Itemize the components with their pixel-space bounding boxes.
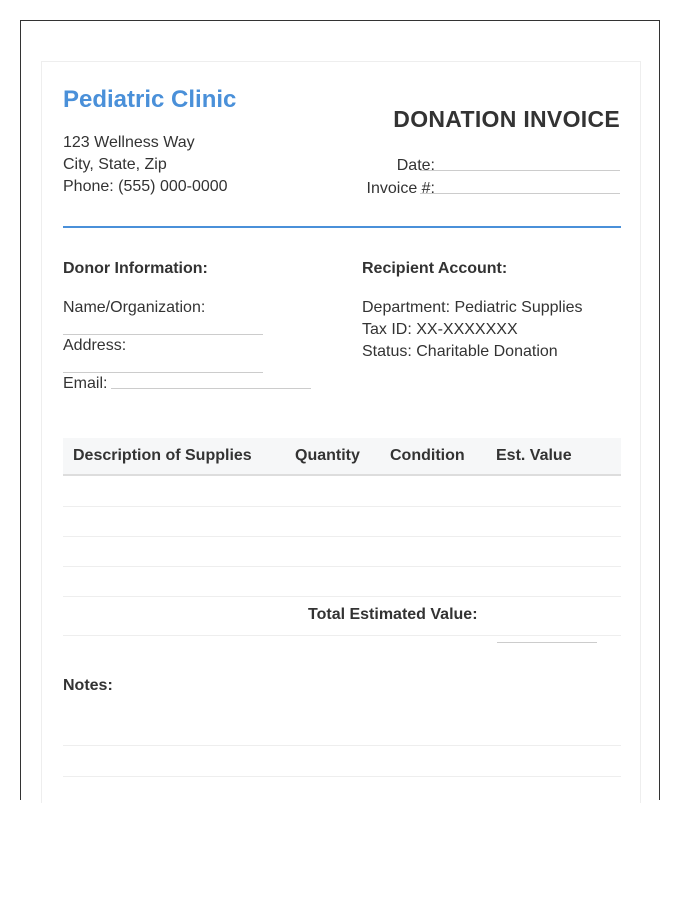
invoice-title: DONATION INVOICE	[393, 106, 620, 132]
total-estimated-value-label: Total Estimated Value:	[308, 606, 478, 623]
donor-name-label: Name/Organization:	[63, 299, 206, 316]
column-header-condition: Condition	[390, 447, 465, 464]
invoice-number-field[interactable]	[420, 193, 620, 194]
table-row[interactable]	[63, 506, 621, 507]
table-row[interactable]	[63, 566, 621, 567]
table-row[interactable]	[63, 596, 621, 597]
invoice-sheet	[41, 61, 641, 803]
clinic-address-line1: 123 Wellness Way	[63, 134, 195, 151]
recipient-tax-id: Tax ID: XX-XXXXXXX	[362, 321, 518, 338]
date-label: Date:	[396, 157, 435, 174]
donor-address-label: Address:	[63, 337, 127, 354]
column-header-quantity: Quantity	[295, 447, 360, 464]
total-estimated-value-field[interactable]	[497, 642, 597, 643]
page-frame	[20, 20, 660, 800]
notes-title: Notes:	[63, 677, 113, 694]
column-header-est-value: Est. Value	[496, 447, 572, 464]
donor-name-field[interactable]	[63, 334, 263, 335]
recipient-section-title: Recipient Account:	[362, 260, 508, 277]
total-row-divider	[63, 635, 621, 636]
clinic-address-line2: City, State, Zip	[63, 156, 167, 173]
invoice-number-label: Invoice #:	[366, 180, 435, 197]
column-header-description: Description of Supplies	[73, 447, 252, 464]
clinic-phone: Phone: (555) 000-0000	[63, 178, 228, 195]
date-field[interactable]	[420, 170, 620, 171]
donor-email-label: Email:	[63, 375, 108, 392]
recipient-status: Status: Charitable Donation	[362, 343, 558, 360]
donor-address-field[interactable]	[63, 372, 263, 373]
notes-line[interactable]	[63, 776, 621, 777]
supplies-table-header	[63, 438, 621, 476]
table-row[interactable]	[63, 536, 621, 537]
clinic-name: Pediatric Clinic	[63, 86, 237, 113]
donor-section-title: Donor Information:	[63, 260, 208, 277]
header-divider	[63, 226, 621, 228]
notes-line[interactable]	[63, 745, 621, 746]
recipient-department: Department: Pediatric Supplies	[362, 299, 583, 316]
donor-email-field[interactable]	[111, 388, 311, 389]
